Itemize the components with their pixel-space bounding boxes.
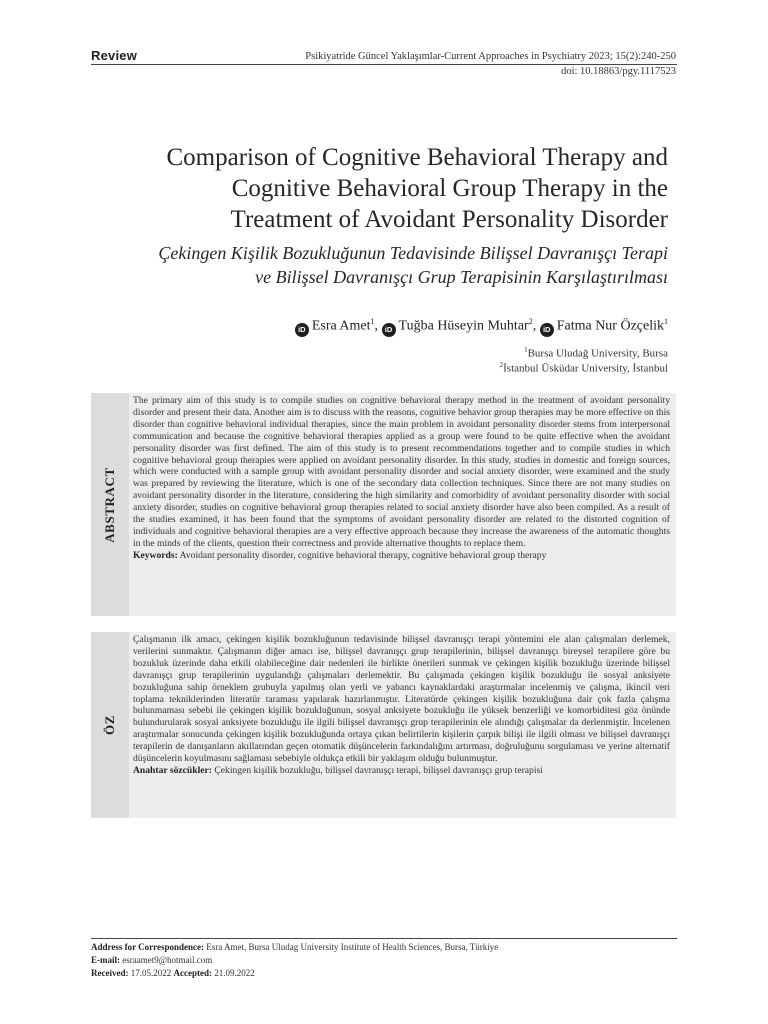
subtitle-line: ve Bilişsel Davranışçı Grup Terapisinin Karşılaştırılması bbox=[255, 267, 668, 287]
oz-heading: ÖZ bbox=[102, 715, 117, 735]
author-name: Fatma Nur Özçelik bbox=[556, 318, 664, 334]
abstract-sidebar bbox=[91, 393, 129, 616]
article-title bbox=[68, 142, 668, 235]
affiliation: $^2$İstanbul Üsküdar University, İstanbul bbox=[499, 361, 668, 375]
affiliation-marker: 1 bbox=[664, 317, 668, 326]
footer-rule bbox=[91, 938, 677, 939]
title-line: Cognitive Behavioral Group Therapy in the bbox=[231, 175, 668, 202]
abstract-body: The primary aim of this study is to compile studies on cognitive behavioral therapy method in the treatment of avoidant personality disorder and present their data. Another aim is to discuss with the reasons, cognitive behavior group therapies may be more effective on this disorder than cognitive behavioral individual therapies, since the main problem in avoidant personality disorder stems from interpersonal communication and because the cognitive behavioral therapies applied as a group were found to be quite effective when the avoidant personality disorder was first defined. The aim of this study is to present recommendations together and to compile studies in which cognitive behavioral group therapies were applied on avoidant personality disorder. In this study, studies in domestic and foreign sources, which were conducted with a sample group with avoidant personality disorder and social anxiety disorder, were examined and the study was prepared by reviewing the literature, which is one of the secondary data collection techniques. Since there are not many studies on avoidant personality disorder in the literature, considering the high similarity and comorbidity of avoidant personality disorder with social anxiety disorder, studies on cognitive behavioral group therapies related to social anxiety disorder have also been compiled. As a result of the studies examined, it has been found that the symptoms of avoidant personality disorder are related to the distorted cognition of individuals and cognitive behavioral therapies are a very effective approach because they increase the awareness of the automatic thoughts in the minds of the clients, question their correctness and provide alternative thoughts to replace them. bbox=[133, 395, 670, 549]
oz-text bbox=[133, 634, 670, 777]
subtitle-line: Çekingen Kişilik Bozukluğunun Tedavisinde Bilişsel Davranışçı Terapi bbox=[158, 243, 668, 263]
affiliation-marker: 2 bbox=[528, 317, 533, 326]
abstract-text bbox=[133, 395, 670, 562]
doi-link[interactable]: doi: 10.18863/pgy.1117523 bbox=[561, 66, 676, 77]
header-rule bbox=[91, 64, 677, 65]
title-line: Treatment of Avoidant Personality Disorder bbox=[230, 206, 668, 233]
abstract-heading: ABSTRACT bbox=[102, 466, 117, 543]
dates: Received: 17.05.2022 Accepted: 21.09.2022 bbox=[91, 968, 255, 978]
orcid-icon[interactable]: iD bbox=[382, 323, 396, 337]
oz-sidebar bbox=[91, 632, 129, 818]
email-link[interactable]: esraamet9@hotmail.com bbox=[122, 955, 213, 965]
affiliation-marker: 1 bbox=[370, 317, 375, 326]
correspondence-email: E-mail: esraamet9@hotmail.com bbox=[91, 955, 213, 965]
abstract-section bbox=[91, 393, 676, 616]
anahtar-sozcukler: Anahtar sözcükler: Çekingen kişilik bozukluğu, bilişsel davranışçı terapi, bilişsel davranışçı grup terapisi bbox=[133, 764, 543, 776]
author-list: iD Esra Amet$^1$, iD Tuğba Hüseyin Muhtar$^2$, iD Fatma Nur Özçelik$^1$ bbox=[295, 317, 668, 337]
oz-section bbox=[91, 632, 676, 818]
affiliation: $^1$Bursa Uludağ University, Bursa bbox=[524, 346, 668, 360]
author-name: Esra Amet bbox=[311, 318, 371, 334]
journal-citation: Psikiyatride Güncel Yaklaşımlar-Current Approaches in Psychiatry 2023; 15(2):240-250 bbox=[305, 51, 676, 62]
article-type-label: Review bbox=[91, 48, 138, 63]
turkish-title bbox=[48, 241, 668, 289]
author-name: Tuğba Hüseyin Muhtar bbox=[398, 318, 529, 334]
orcid-icon[interactable]: iD bbox=[540, 323, 554, 337]
orcid-icon[interactable]: iD bbox=[295, 323, 309, 337]
keywords: Keywords: Avoidant personality disorder, cognitive behavioral therapy, cognitive behavioral group therapy bbox=[133, 549, 547, 561]
correspondence-address: Address for Correspondence: Esra Amet, Bursa Uludag University Institute of Health Sciences, Bursa, Türkiye bbox=[91, 942, 499, 952]
title-line: Comparison of Cognitive Behavioral Therapy and bbox=[166, 144, 668, 171]
oz-body: Çalışmanın ilk amacı, çekingen kişilik bozukluğunun tedavisinde bilişsel davranışçı terapi yöntemini ele alan çalışmaları derlemek, verilerini sunmaktır. Çalışmanın diğer amacı ise, bilişsel davranışçı grup terapilerinin, bilişsel davranışçı bireysel terapilere göre bu bozukluk üzerinde daha etkili olabileceğine dair nedenleri ile birlikte önerileri sunmak ve çekingen kişilik bozukluğu üzerinde bilişsel davranışçı grup terapilerinin uygulandığı çalışmaları derlemektir. Bu çalışmada çekingen kişilik bozukluğu ile sosyal anksiyete bozukluğuna sahip örneklem grubuyla yapılmış olan yerli ve yabancı kaynaklardaki araştırmalar incelenmiş ve çalışma, ikincil veri toplama tekniklerinden literatür taraması yapılarak hazırlanmıştır. Literatürde çekingen kişilik bozukluğuna dair çok fazla çalışma bulunmaması sebebi ile çekingen kişilik bozukluğunun, sosyal anksiyete bozukluğu ile yüksek benzerliği ve komorbiditesi göz önünde bulundurularak sosyal anksiyete bozukluğu ile ilgili bilişsel davranışçı grup terapilerinin ele alındığı çalışmalar da derlenmiştir. İncelenen araştırmalar sonucunda çekingen kişilik bozukluğunda ortaya çıkan belirtilerin kişilerin çarpık bilişi ile ilgili olması ve bilişsel davranışçı terapilerin de danışanların akıllarından geçen otomatik düşüncelerin farkındalığını artırması, doğruluğunu sorgulaması ve yerine alternatif düşüncelerin koyulmasını sağlaması sebebiyle oldukça etkili bir yaklaşım olduğu bulunmuştur. bbox=[133, 634, 670, 765]
